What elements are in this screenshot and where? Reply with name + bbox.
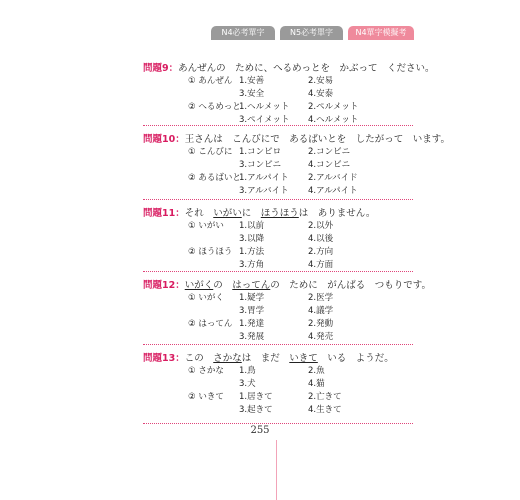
option-choice[interactable]: 3.犬: [239, 379, 256, 389]
question-heading: [143, 207, 413, 220]
option-row: [143, 246, 413, 259]
dotted-divider: [143, 271, 413, 272]
underlined-term: さかな: [213, 353, 242, 364]
option-choice[interactable]: 3.方角: [239, 260, 265, 270]
option-row: [143, 146, 413, 159]
option-choice[interactable]: 2.医学: [308, 293, 334, 303]
option-choice[interactable]: 4.猫: [308, 379, 325, 389]
option-choice[interactable]: 2.ペルメット: [308, 102, 359, 112]
term-label: ① いがく: [188, 293, 224, 303]
question-block: [143, 133, 451, 198]
option-choice[interactable]: 1.アルパイト: [239, 173, 289, 183]
option-row: [143, 318, 413, 331]
option-choice[interactable]: 1.発達: [239, 319, 265, 329]
question-text: で: [270, 134, 290, 145]
question-text: を したがって います。: [336, 134, 451, 145]
question-text: の ために がんばる つもりです。: [270, 280, 432, 291]
question-number: 問題10：: [143, 134, 185, 145]
option-choice[interactable]: 3.胃学: [239, 306, 265, 316]
question-number: 問題13：: [143, 353, 185, 364]
option-choice[interactable]: 1.疑学: [239, 293, 265, 303]
option-row: [143, 391, 413, 404]
option-choice[interactable]: 4.安泰: [308, 89, 334, 99]
question-number: 問題9：: [143, 63, 179, 74]
option-choice[interactable]: 3.コンピニ: [239, 160, 282, 170]
option-choice[interactable]: 4.議学: [308, 306, 334, 316]
option-row: [143, 305, 413, 318]
option-row: [143, 75, 413, 88]
dotted-divider: [143, 344, 413, 345]
option-choice[interactable]: 1.安善: [239, 76, 265, 86]
option-choice[interactable]: 4.アルパイト: [308, 186, 358, 196]
header-tabs: [211, 26, 414, 40]
option-choice[interactable]: 4.コンビニ: [308, 160, 351, 170]
question-block: [143, 352, 413, 417]
option-choice[interactable]: 2.以外: [308, 221, 334, 231]
question-number: 問題12：: [143, 280, 185, 291]
option-choice[interactable]: 1.鳥: [239, 366, 256, 376]
option-choice[interactable]: 1.ヘルメット: [239, 102, 290, 112]
dotted-divider: [143, 199, 413, 200]
tab-n5-vocab[interactable]: N5必考單字: [280, 26, 343, 40]
option-choice[interactable]: 3.安全: [239, 89, 265, 99]
term-label: ② はってん: [188, 319, 233, 329]
question-text: こんびに: [232, 134, 271, 145]
option-choice[interactable]: 3.ペイメット: [239, 115, 290, 125]
option-choice[interactable]: 1.方法: [239, 247, 265, 257]
option-choice[interactable]: 2.安易: [308, 76, 334, 86]
tab-n4-mock-exam[interactable]: N4單字模擬考: [348, 26, 414, 40]
term-label: ② あるばいと: [188, 173, 241, 183]
option-choice[interactable]: 2.発動: [308, 319, 334, 329]
question-text: へるめっと: [273, 63, 321, 74]
underlined-term: いきて: [289, 353, 318, 364]
option-choice[interactable]: 4.ヘルメット: [308, 115, 359, 125]
term-label: ① いがい: [188, 221, 224, 231]
option-choice[interactable]: 2.魚: [308, 366, 325, 376]
question-heading: [143, 62, 435, 75]
option-row: [143, 292, 413, 305]
tab-n4-vocab[interactable]: N4必考單字: [211, 26, 275, 40]
question-number: 問題11：: [143, 208, 185, 219]
question-block: [143, 279, 432, 344]
question-text: の: [213, 280, 233, 291]
option-row: [143, 378, 413, 391]
option-row: [143, 233, 413, 246]
option-choice[interactable]: 2.コンビニ: [308, 147, 351, 157]
option-choice[interactable]: 3.発展: [239, 332, 265, 342]
question-text: は ありません。: [298, 208, 376, 219]
term-label: ② ほうほう: [188, 247, 233, 257]
page-decoration-line: [276, 440, 277, 500]
question-block: [143, 207, 413, 272]
question-heading: [143, 279, 432, 292]
option-row: [143, 159, 413, 172]
question-text: あるばいと: [289, 134, 337, 145]
question-text: に: [241, 208, 261, 219]
option-choice[interactable]: 1.コンピロ: [239, 147, 282, 157]
term-label: ② いきて: [188, 392, 224, 402]
dotted-divider: [143, 125, 413, 126]
option-row: [143, 101, 413, 114]
question-heading: [143, 133, 451, 146]
option-row: [143, 365, 413, 378]
option-choice[interactable]: 4.生きて: [308, 405, 342, 415]
question-text: この: [184, 353, 214, 364]
underlined-term: いがい: [213, 208, 242, 219]
option-row: [143, 172, 413, 185]
option-row: [143, 88, 413, 101]
option-choice[interactable]: 2.方向: [308, 247, 334, 257]
option-choice[interactable]: 3.起きて: [239, 405, 273, 415]
option-choice[interactable]: 4.発売: [308, 332, 334, 342]
option-choice[interactable]: 1.以前: [239, 221, 265, 231]
question-text: は まだ: [241, 353, 290, 364]
option-row: [143, 185, 413, 198]
question-heading: [143, 352, 413, 365]
term-label: ① あんぜん: [188, 76, 233, 86]
underlined-term: はってん: [232, 280, 271, 291]
question-text: いる ようだ。: [317, 353, 394, 364]
option-choice[interactable]: 3.以降: [239, 234, 265, 244]
term-label: ① こんびに: [188, 147, 233, 157]
question-text: それ: [184, 208, 214, 219]
option-row: [143, 331, 413, 344]
option-row: [143, 404, 413, 417]
dotted-divider: [143, 423, 413, 424]
term-label: ② へるめっと: [188, 102, 241, 112]
option-choice[interactable]: 4.方面: [308, 260, 334, 270]
option-choice[interactable]: 2.亡きて: [308, 392, 342, 402]
option-choice[interactable]: 1.居きて: [239, 392, 273, 402]
term-label: ① さかな: [188, 366, 224, 376]
page-number: 255: [250, 425, 270, 436]
option-choice[interactable]: 2.アルバイド: [308, 173, 358, 183]
question-text: 王さんは: [184, 134, 233, 145]
question-block: [143, 62, 435, 127]
option-row: [143, 220, 413, 233]
question-text: あんぜんの ために、: [178, 63, 274, 74]
underlined-term: いがく: [184, 280, 214, 291]
option-choice[interactable]: 4.以後: [308, 234, 334, 244]
underlined-term: ほうほう: [260, 208, 299, 219]
question-text: を かぶって ください。: [320, 63, 435, 74]
option-choice[interactable]: 3.アルバイト: [239, 186, 289, 196]
